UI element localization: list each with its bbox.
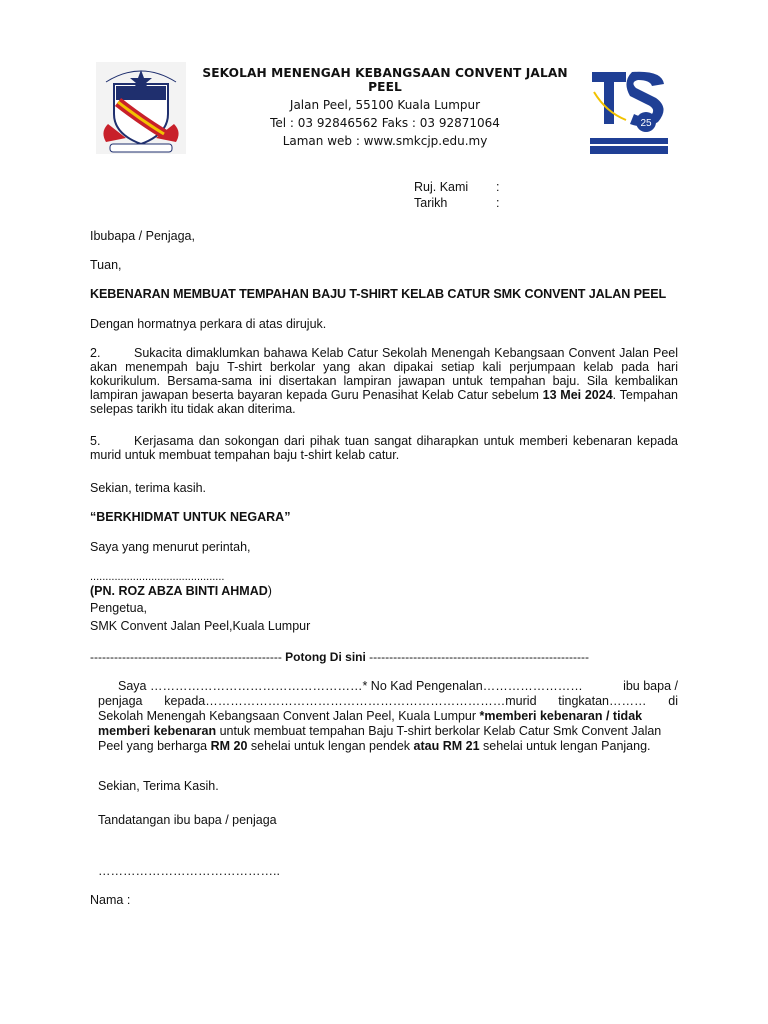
slip-name-ic: Saya ……………………………………………* No Kad Pengenalan…………………… [118, 679, 583, 693]
slip-parent: ibu bapa / [623, 679, 678, 693]
para-2-number: 2. [90, 346, 101, 360]
slip-consent-option: *memberi kebenaran / tidak [479, 709, 643, 723]
cut-dashes-right: ------------------------------------------------------- [369, 650, 589, 664]
price-long-sleeve: atau RM 21 [413, 739, 480, 753]
paragraph-2 [90, 346, 678, 416]
slip-line-3 [98, 709, 678, 724]
slip-long-sleeve: sehelai untuk lengan Panjang. [479, 739, 651, 753]
signer-position: Pengetua, [90, 601, 147, 615]
slip-line-1 [98, 679, 678, 694]
school-crest-logo [96, 62, 186, 154]
slip-line-2 [98, 694, 678, 709]
date-colon: : [496, 196, 500, 210]
ref-date [414, 196, 499, 210]
order-line: Saya yang menurut perintah, [90, 540, 251, 554]
slip-price-intro: Peel yang berharga [98, 739, 211, 753]
slip-order-text: untuk membuat tempahan Baju T-shirt berkolar Kelab Catur Smk Convent Jalan [216, 724, 662, 738]
closing: Sekian, terima kasih. [90, 481, 207, 495]
para-2-end: . Tempahan selepas tarikh itu tidak akan diterima. [90, 388, 678, 416]
signer-close: ) [267, 584, 272, 598]
ts-number: 25 [640, 118, 652, 129]
school-phone: Tel : 03 92846562 Faks : 03 92871064 [270, 116, 500, 130]
slip-at: di [668, 694, 678, 708]
slip-consent-option-2: memberi kebenaran [98, 724, 217, 738]
ref-label: Ruj. Kami [414, 180, 469, 194]
slip-closing: Sekian, Terima Kasih. [98, 779, 219, 793]
slip-line-5 [98, 739, 678, 754]
slip-line-4 [98, 724, 678, 739]
para-5-number: 5. [90, 434, 101, 448]
slip-to-student: kepada………………………………………………………………murid [164, 694, 537, 708]
slip-short-sleeve: sehelai untuk lengan pendek [247, 739, 414, 753]
para-5-text: Kerjasama dan sokongan dari pihak tuan sangat diharapkan untuk memberi kebenaran kepada murid untuk membuat tempahan baju t-shirt kelab catur. [90, 434, 678, 462]
slip-signature-label: Tandatangan ibu bapa / penjaga [98, 813, 277, 827]
ref-our-ref [414, 180, 499, 194]
deadline-date: 13 Mei 2024 [542, 388, 613, 402]
opening-line: Dengan hormatnya perkara di atas dirujuk. [90, 317, 327, 331]
ref-colon: : [496, 180, 500, 194]
signer-org: SMK Convent Jalan Peel,Kuala Lumpur [90, 619, 311, 633]
salutation: Tuan, [90, 258, 122, 272]
slip-form: tingkatan……… [558, 694, 647, 708]
price-short-sleeve: RM 20 [210, 739, 248, 753]
cut-here-label: Potong Di sini [285, 650, 366, 664]
subject-heading: KEBENARAN MEMBUAT TEMPAHAN BAJU T-SHIRT KELAB CATUR SMK CONVENT JALAN PEEL [90, 287, 667, 301]
school-address: Jalan Peel, 55100 Kuala Lumpur [289, 98, 481, 112]
cut-here-line [90, 650, 678, 664]
signer-name [90, 584, 678, 598]
slip-signature-line: …………………………………….. [98, 864, 280, 878]
ts25-logo [586, 62, 672, 158]
motto: “BERKHIDMAT UNTUK NEGARA” [90, 510, 291, 524]
date-label: Tarikh [414, 196, 448, 210]
slip-name-label: Nama : [90, 893, 131, 907]
letterhead [190, 66, 580, 148]
slip-school: Sekolah Menengah Kebangsaan Convent Jalan Peel, Kuala Lumpur [98, 709, 480, 723]
paragraph-5 [90, 434, 678, 462]
cut-dashes-left: ------------------------------------------------ [90, 650, 282, 664]
para-2-text: Sukacita dimaklumkan bahawa Kelab Catur Sekolah Menengah Kebangsaan Convent Jalan Peel akan menempah baju T-shirt berkolar yang akan dipakai setiap kali perjumpaan kelab pada hari kokurikulum. Bersama-sama ini disertakan lampiran jawapan untuk tempahan baju. Sila kembalikan lampiran jawapan beserta bayaran kepada Guru Penasihat Kelab Catur sebelum [90, 346, 678, 402]
slip-guardian: penjaga [98, 694, 143, 708]
signer-name-text: (PN. ROZ ABZA BINTI AHMAD [90, 584, 268, 598]
school-website: Laman web : www.smkcjp.edu.my [282, 134, 488, 148]
recipient: Ibubapa / Penjaga, [90, 229, 195, 243]
signature-line: ............................................ [90, 571, 225, 583]
school-name: SEKOLAH MENENGAH KEBANGSAAN CONVENT JALAN PEEL [202, 66, 568, 94]
